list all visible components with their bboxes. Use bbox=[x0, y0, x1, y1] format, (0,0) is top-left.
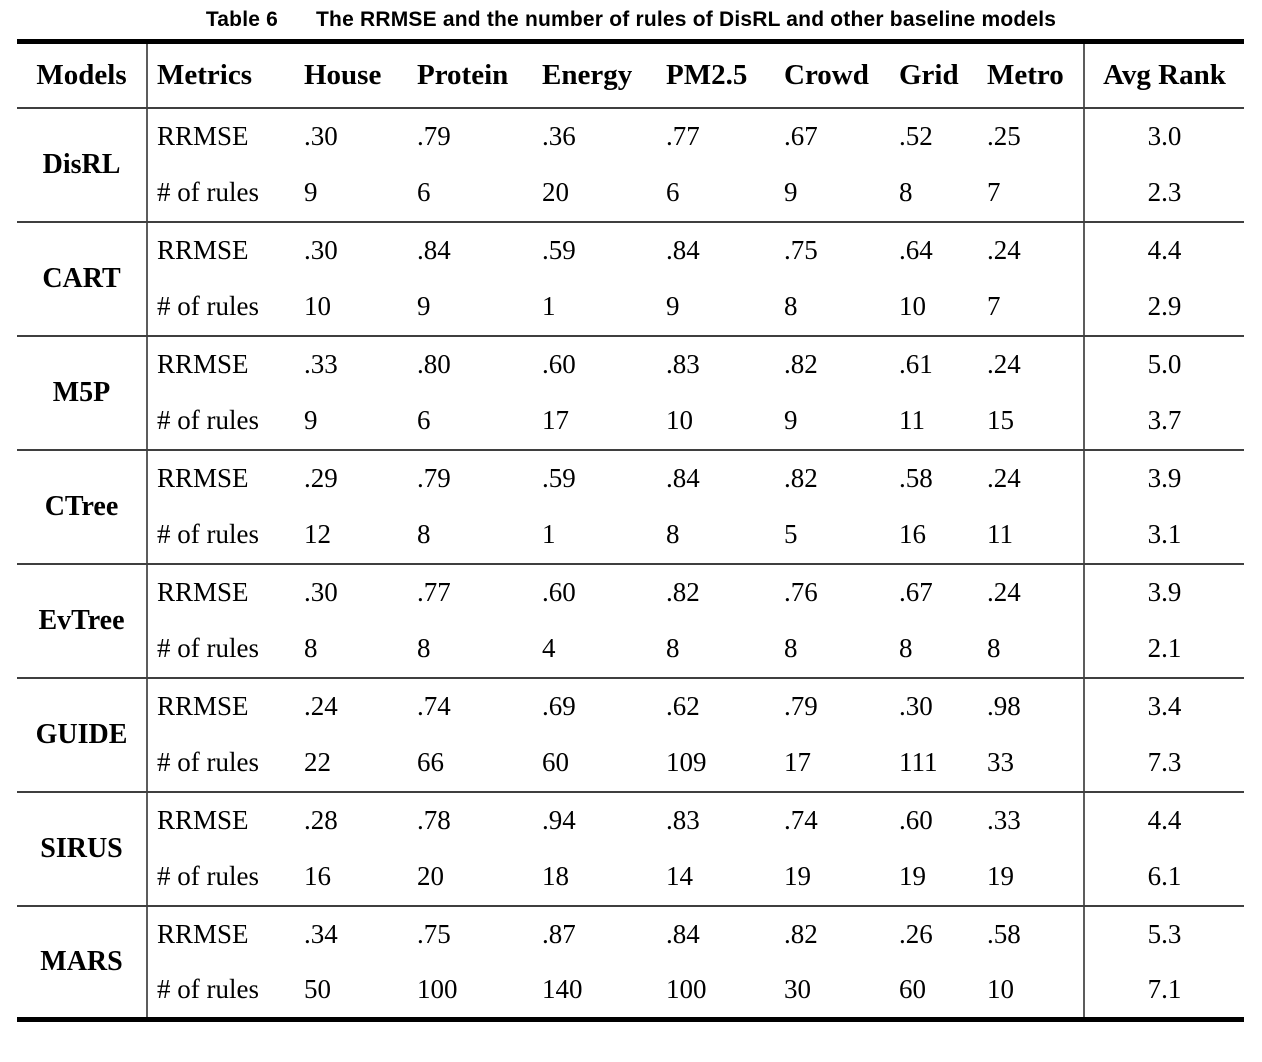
rrmse-value-cell: .24 bbox=[987, 349, 1021, 379]
rules-value-cell: 9 bbox=[774, 393, 889, 450]
model-name-cell: M5P bbox=[17, 336, 147, 450]
rrmse-value-cell: .33 bbox=[304, 349, 338, 379]
rules-value-cell: 10 bbox=[987, 974, 1014, 1005]
rrmse-value-cell: .25 bbox=[987, 121, 1021, 151]
caption-label: Table 6 bbox=[205, 8, 279, 31]
rules-value-cell: 8 bbox=[407, 621, 532, 678]
rules-value-cell: 8 bbox=[656, 621, 774, 678]
metric-label-cell: RRMSE bbox=[157, 121, 249, 151]
rules-value-cell: 109 bbox=[656, 735, 774, 792]
rules-value-cell: 19 bbox=[889, 849, 977, 906]
rrmse-value-cell: .78 bbox=[417, 805, 451, 835]
rrmse-value-cell: .33 bbox=[987, 805, 1021, 835]
rrmse-value-cell: .24 bbox=[987, 577, 1021, 607]
rrmse-value-cell: .61 bbox=[899, 349, 933, 379]
rrmse-value-cell: .67 bbox=[899, 577, 933, 607]
rules-value-cell: 7 bbox=[977, 279, 1084, 336]
rules-value-cell: 19 bbox=[774, 849, 889, 906]
rrmse-value-cell: .82 bbox=[784, 919, 818, 949]
column-header-energy: Energy bbox=[532, 42, 656, 108]
rrmse-value-cell: .29 bbox=[304, 463, 338, 493]
metric-label-cell: # of rules bbox=[147, 279, 294, 336]
avg-rank-cell: 2.3 bbox=[1084, 165, 1244, 222]
rules-value-cell: 8 bbox=[407, 507, 532, 564]
model-name-cell: MARS bbox=[17, 906, 147, 1020]
rrmse-value-cell: .87 bbox=[542, 919, 576, 949]
rrmse-value-cell: .64 bbox=[899, 235, 933, 265]
rules-value-cell: 8 bbox=[774, 621, 889, 678]
rules-value-cell: 16 bbox=[889, 507, 977, 564]
rules-value-cell: 20 bbox=[407, 849, 532, 906]
rules-value-cell: 9 bbox=[656, 279, 774, 336]
rrmse-value-cell: .30 bbox=[304, 121, 338, 151]
rrmse-value-cell: .28 bbox=[304, 805, 338, 835]
column-header-pm25: PM2.5 bbox=[656, 42, 774, 108]
avg-rank-cell: 5.3 bbox=[1084, 906, 1244, 963]
header-row bbox=[17, 42, 1244, 108]
table-row-rrmse bbox=[17, 564, 1244, 621]
column-header-metro: Metro bbox=[977, 42, 1084, 108]
rrmse-value-cell: .84 bbox=[666, 235, 700, 265]
column-header-grid: Grid bbox=[889, 42, 977, 108]
rules-value-cell: 9 bbox=[294, 165, 407, 222]
metric-label-cell: RRMSE bbox=[157, 691, 249, 721]
rules-value-cell: 6 bbox=[656, 165, 774, 222]
model-name-cell: SIRUS bbox=[17, 792, 147, 906]
rrmse-value-cell: .79 bbox=[417, 463, 451, 493]
rules-value-cell: 4 bbox=[532, 621, 656, 678]
metric-label-cell: # of rules bbox=[147, 621, 294, 678]
rrmse-value-cell: .75 bbox=[784, 235, 818, 265]
model-name-cell: CART bbox=[17, 222, 147, 336]
table-row-rules bbox=[17, 165, 1244, 222]
rrmse-value-cell: .77 bbox=[666, 121, 700, 151]
rules-value-cell: 10 bbox=[294, 279, 407, 336]
rrmse-value-cell: .60 bbox=[899, 805, 933, 835]
rules-value-cell: 9 bbox=[774, 165, 889, 222]
model-name-cell: DisRL bbox=[17, 108, 147, 222]
rules-value-cell: 9 bbox=[407, 279, 532, 336]
avg-rank-cell: 2.9 bbox=[1084, 279, 1244, 336]
rrmse-value-cell: .67 bbox=[784, 121, 818, 151]
rules-value-cell: 1 bbox=[532, 279, 656, 336]
column-header-protein: Protein bbox=[407, 42, 532, 108]
rules-value-cell: 19 bbox=[977, 849, 1084, 906]
avg-rank-cell: 2.1 bbox=[1084, 621, 1244, 678]
rules-value-cell: 8 bbox=[977, 621, 1084, 678]
rules-value-cell: 111 bbox=[889, 735, 977, 792]
rrmse-value-cell: .59 bbox=[542, 235, 576, 265]
rrmse-value-cell: .30 bbox=[304, 235, 338, 265]
rules-value-cell: 17 bbox=[532, 393, 656, 450]
rrmse-value-cell: .76 bbox=[784, 577, 818, 607]
rules-value-cell: 1 bbox=[532, 507, 656, 564]
avg-rank-cell: 5.0 bbox=[1084, 336, 1244, 393]
rrmse-value-cell: .84 bbox=[417, 235, 451, 265]
rrmse-value-cell: .24 bbox=[987, 463, 1021, 493]
rules-value-cell: 8 bbox=[656, 507, 774, 564]
rules-value-cell: 8 bbox=[294, 621, 407, 678]
rules-value-cell: 6 bbox=[407, 393, 532, 450]
rules-value-cell: 8 bbox=[889, 621, 977, 678]
rules-value-cell: 9 bbox=[294, 393, 407, 450]
rrmse-value-cell: .98 bbox=[987, 691, 1021, 721]
rules-value-cell: 11 bbox=[977, 507, 1084, 564]
model-name-cell: GUIDE bbox=[17, 678, 147, 792]
rrmse-value-cell: .58 bbox=[899, 463, 933, 493]
column-header-avg-rank: Avg Rank bbox=[1084, 42, 1244, 108]
rrmse-value-cell: .83 bbox=[666, 349, 700, 379]
rrmse-value-cell: .30 bbox=[304, 577, 338, 607]
rules-value-cell: 12 bbox=[294, 507, 407, 564]
table-row-rules bbox=[17, 735, 1244, 792]
table-row-rules bbox=[17, 279, 1244, 336]
metric-label-cell: RRMSE bbox=[157, 235, 249, 265]
table-row-rrmse bbox=[17, 792, 1244, 849]
avg-rank-cell: 3.7 bbox=[1084, 393, 1244, 450]
table-row-rules bbox=[17, 849, 1244, 906]
rules-value-cell: 11 bbox=[889, 393, 977, 450]
rrmse-value-cell: .30 bbox=[899, 691, 933, 721]
rules-value-cell: 10 bbox=[656, 393, 774, 450]
avg-rank-cell: 3.0 bbox=[1084, 108, 1244, 165]
avg-rank-cell: 3.9 bbox=[1084, 450, 1244, 507]
avg-rank-cell: 4.4 bbox=[1084, 792, 1244, 849]
metric-label-cell: RRMSE bbox=[157, 919, 249, 949]
table-row-rules bbox=[17, 963, 1244, 1020]
rrmse-value-cell: .94 bbox=[542, 805, 576, 835]
rules-value-cell: 7 bbox=[977, 165, 1084, 222]
rules-value-cell: 5 bbox=[774, 507, 889, 564]
rules-value-cell: 22 bbox=[294, 735, 407, 792]
table-caption bbox=[0, 0, 1262, 39]
table-row-rrmse bbox=[17, 222, 1244, 279]
rules-value-cell: 6 bbox=[407, 165, 532, 222]
rules-value-cell: 60 bbox=[899, 974, 926, 1005]
rrmse-value-cell: .84 bbox=[666, 463, 700, 493]
table-row-rrmse bbox=[17, 450, 1244, 507]
rrmse-value-cell: .77 bbox=[417, 577, 451, 607]
metric-label-cell: RRMSE bbox=[157, 463, 249, 493]
column-header-models: Models bbox=[17, 42, 147, 108]
avg-rank-cell: 3.1 bbox=[1084, 507, 1244, 564]
rules-value-cell: 16 bbox=[294, 849, 407, 906]
rules-value-cell: 140 bbox=[542, 974, 583, 1005]
column-header-metrics: Metrics bbox=[147, 42, 294, 108]
table-row-rrmse bbox=[17, 336, 1244, 393]
rules-value-cell: 8 bbox=[774, 279, 889, 336]
results-table bbox=[17, 39, 1244, 1022]
rules-value-cell: 30 bbox=[784, 974, 811, 1005]
rrmse-value-cell: .82 bbox=[784, 349, 818, 379]
rrmse-value-cell: .58 bbox=[987, 919, 1021, 949]
rrmse-value-cell: .69 bbox=[542, 691, 576, 721]
metric-label-cell: RRMSE bbox=[157, 349, 249, 379]
rules-value-cell: 18 bbox=[532, 849, 656, 906]
table-body bbox=[17, 108, 1244, 1020]
caption-title: The RRMSE and the number of rules of DisRL and other baseline models bbox=[316, 8, 1057, 31]
model-name-cell: EvTree bbox=[17, 564, 147, 678]
metric-label-cell: # of rules bbox=[147, 735, 294, 792]
rules-value-cell: 20 bbox=[532, 165, 656, 222]
metric-label-cell: RRMSE bbox=[157, 805, 249, 835]
rrmse-value-cell: .83 bbox=[666, 805, 700, 835]
rules-value-cell: 33 bbox=[977, 735, 1084, 792]
rrmse-value-cell: .60 bbox=[542, 577, 576, 607]
rules-value-cell: 14 bbox=[656, 849, 774, 906]
rules-value-cell: 100 bbox=[417, 974, 458, 1005]
avg-rank-cell: 3.4 bbox=[1084, 678, 1244, 735]
table-row-rules bbox=[17, 507, 1244, 564]
table-row-rrmse bbox=[17, 906, 1244, 963]
metric-label-cell: # of rules bbox=[147, 393, 294, 450]
table-row-rrmse bbox=[17, 678, 1244, 735]
rrmse-value-cell: .79 bbox=[417, 121, 451, 151]
rrmse-value-cell: .62 bbox=[666, 691, 700, 721]
rules-value-cell: 100 bbox=[666, 974, 707, 1005]
avg-rank-cell: 4.4 bbox=[1084, 222, 1244, 279]
metric-label-cell: # of rules bbox=[147, 165, 294, 222]
rrmse-value-cell: .82 bbox=[784, 463, 818, 493]
rrmse-value-cell: .79 bbox=[784, 691, 818, 721]
table-header bbox=[17, 42, 1244, 108]
rules-value-cell: 60 bbox=[532, 735, 656, 792]
rrmse-value-cell: .36 bbox=[542, 121, 576, 151]
table-row-rrmse bbox=[17, 108, 1244, 165]
rrmse-value-cell: .59 bbox=[542, 463, 576, 493]
rrmse-value-cell: .74 bbox=[417, 691, 451, 721]
avg-rank-cell: 7.1 bbox=[1084, 963, 1244, 1020]
metric-label-cell: # of rules bbox=[157, 974, 259, 1005]
table-row-rules bbox=[17, 393, 1244, 450]
rules-value-cell: 17 bbox=[774, 735, 889, 792]
avg-rank-cell: 3.9 bbox=[1084, 564, 1244, 621]
rrmse-value-cell: .74 bbox=[784, 805, 818, 835]
rrmse-value-cell: .75 bbox=[417, 919, 451, 949]
metric-label-cell: RRMSE bbox=[157, 577, 249, 607]
table-row-rules bbox=[17, 621, 1244, 678]
rules-value-cell: 66 bbox=[407, 735, 532, 792]
rrmse-value-cell: .84 bbox=[666, 919, 700, 949]
rrmse-value-cell: .24 bbox=[304, 691, 338, 721]
rules-value-cell: 10 bbox=[889, 279, 977, 336]
rrmse-value-cell: .60 bbox=[542, 349, 576, 379]
rrmse-value-cell: .52 bbox=[899, 121, 933, 151]
model-name-cell: CTree bbox=[17, 450, 147, 564]
metric-label-cell: # of rules bbox=[147, 507, 294, 564]
avg-rank-cell: 6.1 bbox=[1084, 849, 1244, 906]
rrmse-value-cell: .34 bbox=[304, 919, 338, 949]
rules-value-cell: 8 bbox=[889, 165, 977, 222]
rrmse-value-cell: .24 bbox=[987, 235, 1021, 265]
avg-rank-cell: 7.3 bbox=[1084, 735, 1244, 792]
rules-value-cell: 15 bbox=[977, 393, 1084, 450]
rules-value-cell: 50 bbox=[304, 974, 331, 1005]
rrmse-value-cell: .80 bbox=[417, 349, 451, 379]
column-header-crowd: Crowd bbox=[774, 42, 889, 108]
column-header-house: House bbox=[294, 42, 407, 108]
rrmse-value-cell: .82 bbox=[666, 577, 700, 607]
metric-label-cell: # of rules bbox=[147, 849, 294, 906]
rrmse-value-cell: .26 bbox=[899, 919, 933, 949]
